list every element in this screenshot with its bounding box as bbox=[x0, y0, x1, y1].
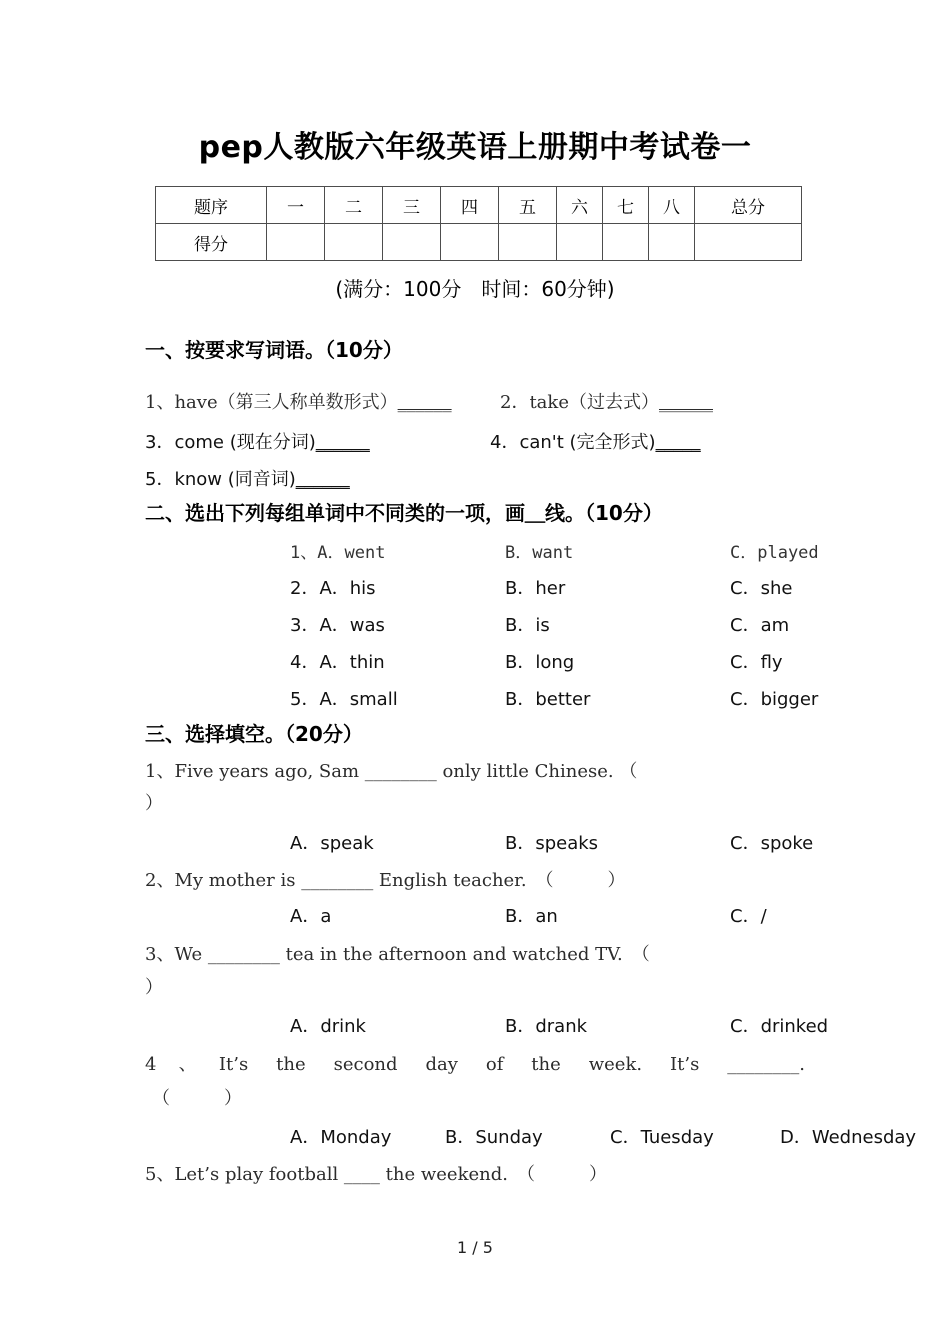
question-3-stem bbox=[145, 940, 650, 966]
choice-b[interactable]: B．is bbox=[505, 615, 550, 636]
choice-b[interactable]: B．speaks bbox=[505, 833, 599, 854]
choice-a[interactable]: A．speak bbox=[290, 833, 374, 854]
question-5-stem bbox=[145, 1160, 607, 1186]
section-1-item-5 bbox=[145, 465, 350, 491]
table-row-scores bbox=[156, 224, 802, 261]
question-1-stem bbox=[145, 757, 637, 783]
score-cell-7[interactable] bbox=[603, 224, 649, 261]
choice-c[interactable]: C．Tuesday bbox=[610, 1127, 714, 1148]
question-2-stem bbox=[145, 866, 626, 892]
choice-a[interactable]: A．drink bbox=[290, 1016, 366, 1037]
item-number: 1、 bbox=[145, 392, 175, 413]
question-4-stem-wrap: （ ） bbox=[152, 1088, 242, 1109]
score-table-col-7: 七 bbox=[603, 187, 649, 224]
section-1-item-4 bbox=[490, 428, 701, 454]
choice-c[interactable]: C．she bbox=[730, 578, 793, 599]
question-number: 1、 bbox=[145, 761, 175, 782]
item-text: can't (完全形式) bbox=[519, 432, 656, 453]
question-number: 2、 bbox=[145, 870, 175, 891]
question-number: 4、 bbox=[145, 1054, 219, 1075]
choice-a-label: A．thin bbox=[319, 652, 385, 673]
item-number: 3． bbox=[145, 432, 175, 453]
question-text: Let’s play football ____ the weekend. （ ） bbox=[174, 1164, 607, 1185]
question-text: My mother is ________ English teacher. （ ） bbox=[174, 870, 626, 891]
answer-blank[interactable]: _____ bbox=[655, 432, 701, 453]
choice-b[interactable]: B．better bbox=[505, 689, 591, 710]
score-cell-1[interactable] bbox=[267, 224, 325, 261]
score-table-col-6: 六 bbox=[557, 187, 603, 224]
item-text: take（过去式） bbox=[529, 392, 659, 413]
exam-subtitle: (满分：100分 时间：60分钟) bbox=[335, 277, 615, 301]
item-text: come (现在分词) bbox=[174, 432, 316, 453]
row-number: 3． bbox=[290, 615, 320, 636]
choice-a-label: A．small bbox=[319, 689, 398, 710]
score-table-row-label: 题序 bbox=[156, 187, 267, 224]
question-4-stem bbox=[145, 1050, 805, 1076]
choice-d[interactable]: D．Wednesday bbox=[780, 1127, 917, 1148]
item-text: know (同音词) bbox=[174, 469, 296, 490]
choice-a[interactable] bbox=[290, 574, 376, 600]
choice-c[interactable]: C．fly bbox=[730, 652, 783, 673]
question-1-stem-wrap: ） bbox=[145, 793, 163, 814]
choice-b[interactable]: B．Sunday bbox=[445, 1127, 543, 1148]
choice-c[interactable]: C．bigger bbox=[730, 689, 819, 710]
table-row-header bbox=[156, 187, 802, 224]
choice-b[interactable]: B．an bbox=[505, 906, 558, 927]
section-3-heading: 三、选择填空。（20分） bbox=[145, 722, 363, 746]
score-cell-2[interactable] bbox=[325, 224, 383, 261]
choice-b[interactable]: B．drank bbox=[505, 1016, 588, 1037]
question-text: It’s the second day of the week. It’s ________. bbox=[218, 1054, 806, 1075]
item-text: have（第三人称单数形式） bbox=[174, 392, 398, 413]
choice-c[interactable]: C．am bbox=[730, 615, 790, 636]
choice-c[interactable]: C．drinked bbox=[730, 1016, 829, 1037]
choice-a[interactable] bbox=[290, 685, 398, 711]
answer-blank[interactable]: ______ bbox=[295, 469, 350, 490]
score-table-col-8: 八 bbox=[649, 187, 695, 224]
question-number: 3、 bbox=[145, 944, 175, 965]
choice-a-label: A．was bbox=[319, 615, 385, 636]
score-cell-6[interactable] bbox=[557, 224, 603, 261]
choice-b[interactable]: B．want bbox=[505, 543, 574, 563]
choice-c[interactable]: C．spoke bbox=[730, 833, 814, 854]
score-table-col-1: 一 bbox=[267, 187, 325, 224]
choice-a-label: A．his bbox=[319, 578, 376, 599]
score-cell-5[interactable] bbox=[499, 224, 557, 261]
score-cell-3[interactable] bbox=[383, 224, 441, 261]
row-number: 5． bbox=[290, 689, 320, 710]
choice-a[interactable]: A．Monday bbox=[290, 1127, 392, 1148]
choice-a-label: A．went bbox=[317, 543, 386, 563]
question-number: 5、 bbox=[145, 1164, 175, 1185]
choice-b[interactable]: B．long bbox=[505, 652, 575, 673]
score-table bbox=[155, 186, 802, 261]
score-table-col-4: 四 bbox=[441, 187, 499, 224]
choice-a[interactable]: A．a bbox=[290, 906, 332, 927]
choice-b[interactable]: B．her bbox=[505, 578, 566, 599]
section-1-item-1 bbox=[145, 388, 452, 414]
score-cell-total[interactable] bbox=[695, 224, 802, 261]
question-text: Five years ago, Sam ________ only little Chinese. （ bbox=[174, 761, 638, 782]
section-1-item-2 bbox=[500, 388, 713, 414]
item-number: 5． bbox=[145, 469, 175, 490]
answer-blank[interactable]: ______ bbox=[315, 432, 370, 453]
item-number: 4． bbox=[490, 432, 520, 453]
row-number: 2． bbox=[290, 578, 320, 599]
choice-a[interactable] bbox=[290, 538, 385, 563]
row-number: 4． bbox=[290, 652, 320, 673]
answer-blank[interactable]: ______ bbox=[658, 392, 713, 413]
page-number-footer: 1 / 5 bbox=[457, 1238, 493, 1257]
choice-c[interactable]: C．/ bbox=[730, 906, 767, 927]
question-text: We ________ tea in the afternoon and watched TV. （ bbox=[174, 944, 650, 965]
page-title: pep人教版六年级英语上册期中考试卷一 bbox=[198, 130, 752, 165]
row-number: 1、 bbox=[290, 543, 318, 563]
choice-c[interactable]: C．played bbox=[730, 543, 819, 563]
score-table-col-total: 总分 bbox=[695, 187, 802, 224]
answer-blank[interactable]: ______ bbox=[397, 392, 452, 413]
score-cell-8[interactable] bbox=[649, 224, 695, 261]
score-table-row-label-2: 得分 bbox=[156, 224, 267, 261]
section-2-heading: 二、选出下列每组单词中不同类的一项，画＿线。（10分） bbox=[145, 501, 663, 525]
score-cell-4[interactable] bbox=[441, 224, 499, 261]
score-table-col-5: 五 bbox=[499, 187, 557, 224]
choice-a[interactable] bbox=[290, 648, 385, 674]
score-table-col-2: 二 bbox=[325, 187, 383, 224]
section-1-heading: 一、按要求写词语。（10分） bbox=[145, 338, 403, 362]
score-table-col-3: 三 bbox=[383, 187, 441, 224]
question-3-stem-wrap: ） bbox=[145, 977, 163, 998]
item-number: 2． bbox=[500, 392, 530, 413]
section-1-item-3 bbox=[145, 428, 370, 454]
choice-a[interactable] bbox=[290, 611, 385, 637]
